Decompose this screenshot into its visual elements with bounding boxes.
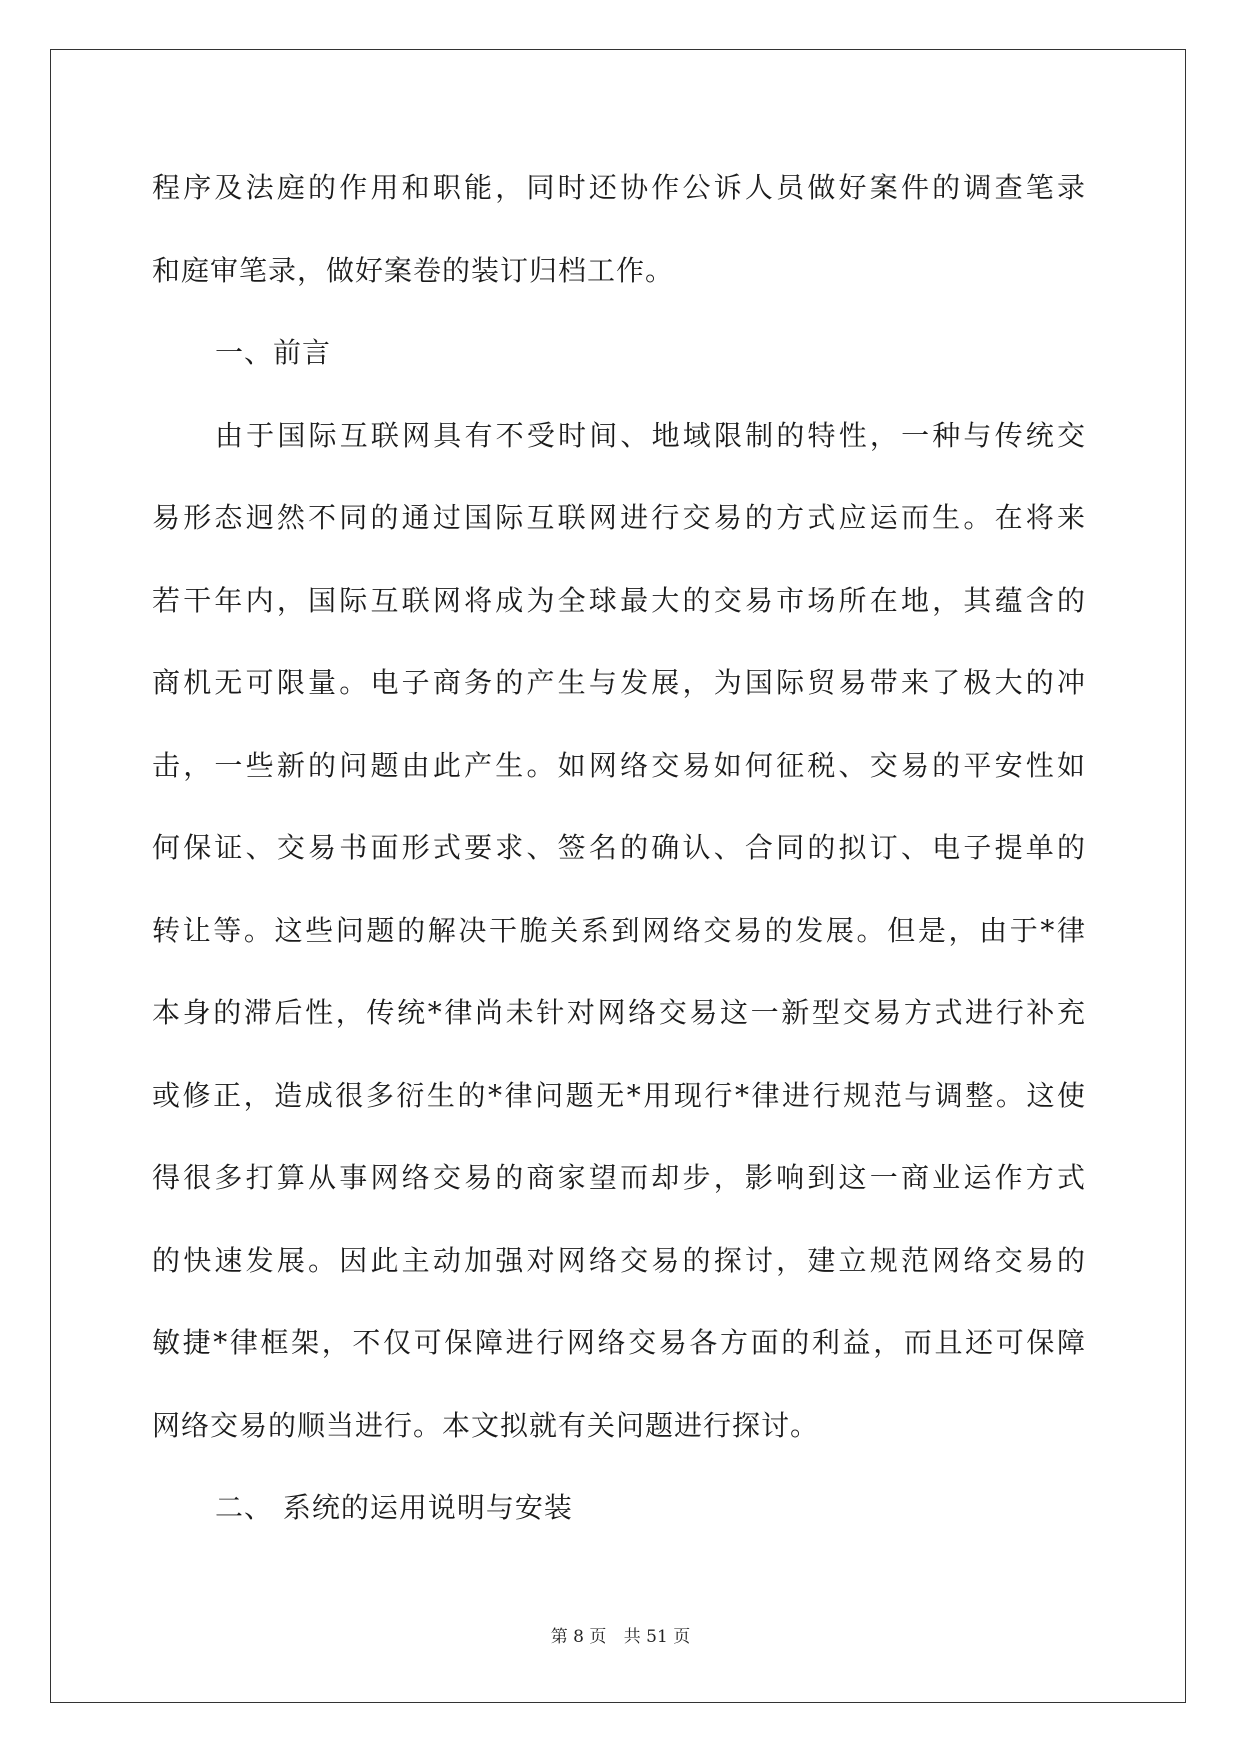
paragraph-line: 何保证、交易书面形式要求、签名的确认、合同的拟订、电子提单的	[152, 831, 1086, 864]
paragraph-line: 和庭审笔录，做好案卷的装订归档工作。	[152, 253, 675, 287]
section-heading-preface: 一、前言	[215, 336, 332, 369]
document-body	[152, 163, 1086, 1566]
paragraph-line: 转让等。这些问题的解决干脆关系到网络交易的发展。但是，由于*律	[152, 913, 1086, 947]
paragraph-line: 易形态迥然不同的通过国际互联网进行交易的方式应运而生。在将来	[152, 501, 1086, 534]
paragraph-line: 本身的滞后性，传统*律尚未针对网络交易这一新型交易方式进行补充	[152, 996, 1086, 1029]
paragraph-line: 网络交易的顺当进行。本文拟就有关问题进行探讨。	[152, 1408, 820, 1442]
paragraph-line: 或修正，造成很多衍生的*律问题无*用现行*律进行规范与调整。这使	[152, 1078, 1086, 1112]
paragraph-line: 的快速发展。因此主动加强对网络交易的探讨，建立规范网络交易的	[152, 1243, 1086, 1277]
section-heading-system: 二、 系统的运用说明与安装	[215, 1491, 573, 1524]
paragraph-line: 若干年内，国际互联网将成为全球最大的交易市场所在地，其蕴含的	[152, 583, 1086, 617]
page-number: 第 8 页	[550, 1627, 607, 1647]
page-footer	[0, 1622, 1241, 1647]
paragraph-line: 程序及法庭的作用和职能，同时还协作公诉人员做好案件的调查笔录	[152, 171, 1086, 204]
paragraph-line: 敏捷*律框架，不仅可保障进行网络交易各方面的利益，而且还可保障	[152, 1326, 1086, 1359]
paragraph-line: 击，一些新的问题由此产生。如网络交易如何征税、交易的平安性如	[152, 748, 1086, 782]
paragraph-line: 得很多打算从事网络交易的商家望而却步，影响到这一商业运作方式	[152, 1161, 1086, 1194]
paragraph-line: 由于国际互联网具有不受时间、地域限制的特性，一种与传统交	[215, 418, 1086, 452]
page-total: 共 51 页	[623, 1627, 691, 1647]
paragraph-line: 商机无可限量。电子商务的产生与发展，为国际贸易带来了极大的冲	[152, 666, 1086, 699]
